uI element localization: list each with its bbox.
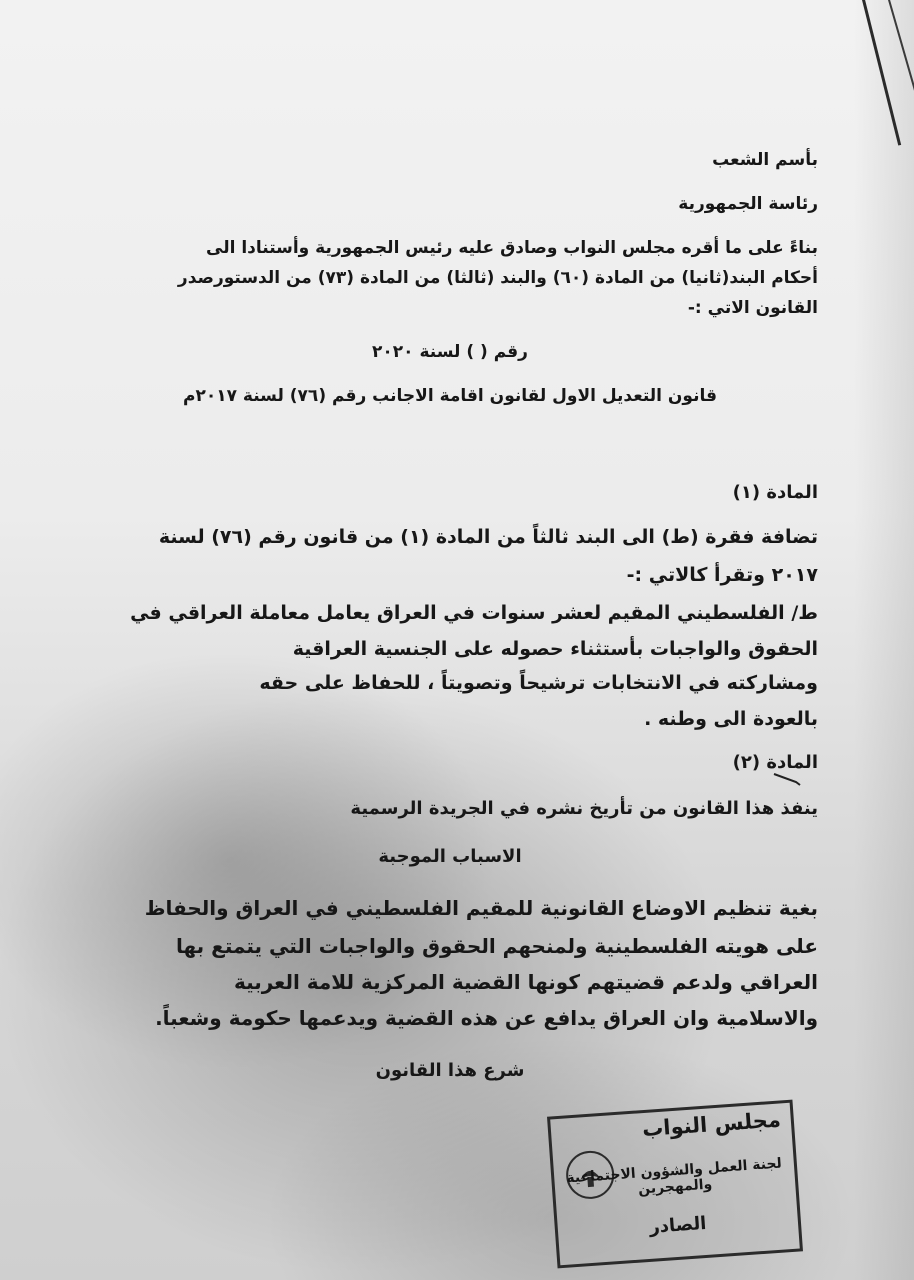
presidency-heading: رئاسة الجمهورية <box>678 194 818 214</box>
article-1-paragraph-line-3: ومشاركته في الانتخابات ترشيحاً وتصويتاً ، للحفاظ على حقه <box>259 672 818 694</box>
in-the-name-of-people: بأسم الشعب <box>712 150 818 170</box>
law-title: قانون التعديل الاول لقانون اقامة الاجانب رقم (٧٦) لسنة ٢٠١٧م <box>183 386 717 406</box>
article-1-intro-line-1: تضافة فقرة (ط) الى البند ثالثاً من المادة (١) من قانون رقم (٧٦) لسنة <box>158 526 818 548</box>
article-1-intro-line-2: ٢٠١٧ وتقرأ كالاتي :- <box>626 564 818 586</box>
article-1-paragraph-line-4: بالعودة الى وطنه . <box>644 708 818 730</box>
stamp-line-1: مجلس النواب <box>641 1107 782 1142</box>
pen-mark-icon <box>772 772 802 786</box>
closing-line: شرع هذا القانون <box>375 1060 525 1081</box>
parliament-committee-stamp <box>547 1100 803 1269</box>
law-number: رقم ( ) لسنة ٢٠٢٠ <box>372 342 528 362</box>
stamp-line-3: الصادر <box>648 1212 708 1238</box>
reasons-line-1: بغية تنظيم الاوضاع القانونية للمقيم الفلسطيني في العراق والحفاظ <box>144 896 818 920</box>
article-1-paragraph-line-2: الحقوق والواجبات بأستثناء حصوله على الجنسية العراقية <box>292 638 818 660</box>
article-1-heading: المادة (١) <box>732 482 818 503</box>
page-edge-shadow <box>854 0 914 1280</box>
reasons-line-4: والاسلامية وان العراق يدافع عن هذه القضية ويدعمها حكومة وشعباً. <box>155 1006 818 1030</box>
stamp-line-2: لجنة العمل والشؤون الاجتماعية والمهجرين <box>565 1155 783 1198</box>
article-1-paragraph-line-1: ط/ الفلسطيني المقيم لعشر سنوات في العراق يعامل معاملة العراقي في <box>130 602 818 624</box>
article-2-text: ينفذ هذا القانون من تأريخ نشره في الجريدة الرسمية <box>350 798 818 819</box>
reasons-line-2: على هويته الفلسطينية ولمنحهم الحقوق والواجبات التي يتمتع بها <box>175 934 818 958</box>
reasons-line-3: العراقي ولدعم قضيتهم كونها القضية المركزية للامة العربية <box>233 970 818 994</box>
preamble-line-3: القانون الاتي :- <box>687 298 818 318</box>
preamble-line-2: أحكام البند(ثانيا) من المادة (٦٠) والبند (ثالثا) من المادة (٧٣) من الدستورصدر <box>177 268 818 288</box>
reasons-heading: الاسباب الموجبة <box>378 846 522 867</box>
preamble-line-1: بناءً على ما أقره مجلس النواب وصادق عليه رئيس الجمهورية وأستنادا الى <box>206 238 818 258</box>
article-2-heading: المادة (٢) <box>732 752 818 773</box>
